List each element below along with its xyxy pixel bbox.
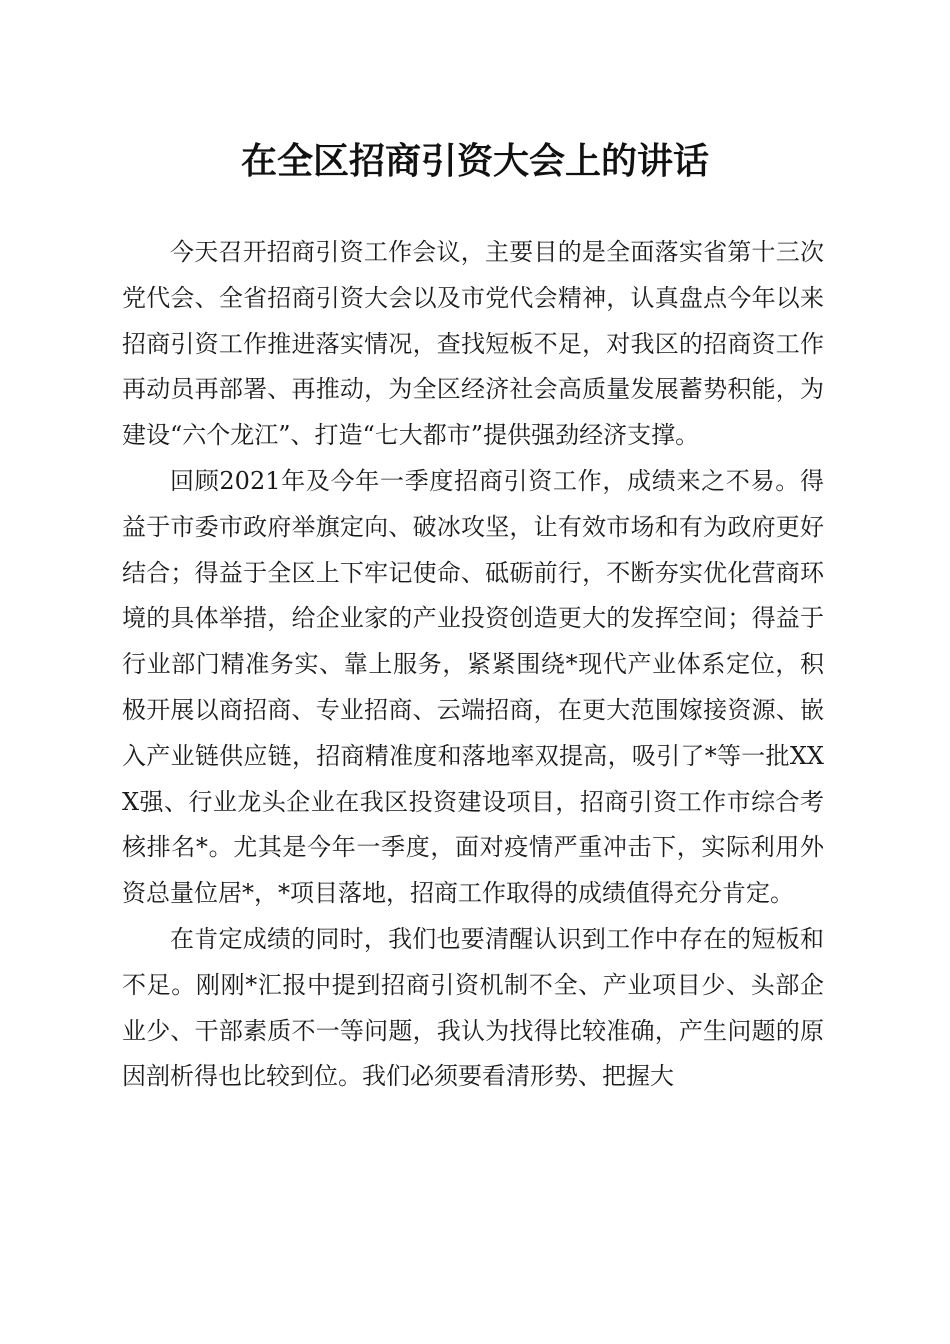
paragraph-3: 在肯定成绩的同时，我们也要清醒认识到工作中存在的短板和不足。刚刚*汇报中提到招商引资机制不全、产业项目少、头部企业少、干部素质不一等问题，我认为找得比较准确，产生问题的原因剖析得也比较到位。我们必须要看清形势、把握大 [122,924,824,1091]
document-title: 在全区招商引资大会上的讲话 [240,140,709,182]
paragraph-2: 回顾2021年及今年一季度招商引资工作，成绩来之不易。得益于市委市政府举旗定向、破冰攻坚，让有效市场和有为政府更好结合；得益于全区上下牢记使命、砥砺前行，不断夯实优化营商环境的具体举措，给企业家的产业投资创造更大的发挥空间；得益于行业部门精准务实、靠上服务，紧紧围绕*现代产业体系定位，积极开展以商招商、专业招商、云端招商，在更大范围嫁接资源、嵌入产业链供应链，招商精准度和落地率双提高，吸引了*等一批XXX强、行业龙头企业在我区投资建设项目，招商引资工作市综合考核排名*。尤其是今年一季度，面对疫情严重冲击下，实际利用外资总量位居*，*项目落地，招商工作取得的成绩值得充分肯定。 [122,466,824,908]
document-body [122,230,824,1100]
paragraph-1: 今天召开招商引资工作会议，主要目的是全面落实省第十三次党代会、全省招商引资大会以及市党代会精神，认真盘点今年以来招商引资工作推进落实情况，查找短板不足，对我区的招商资工作再动员再部署、再推动，为全区经济社会高质量发展蓄势积能，为建设“六个龙江”、打造“七大都市”提供强劲经济支撑。 [122,238,824,450]
